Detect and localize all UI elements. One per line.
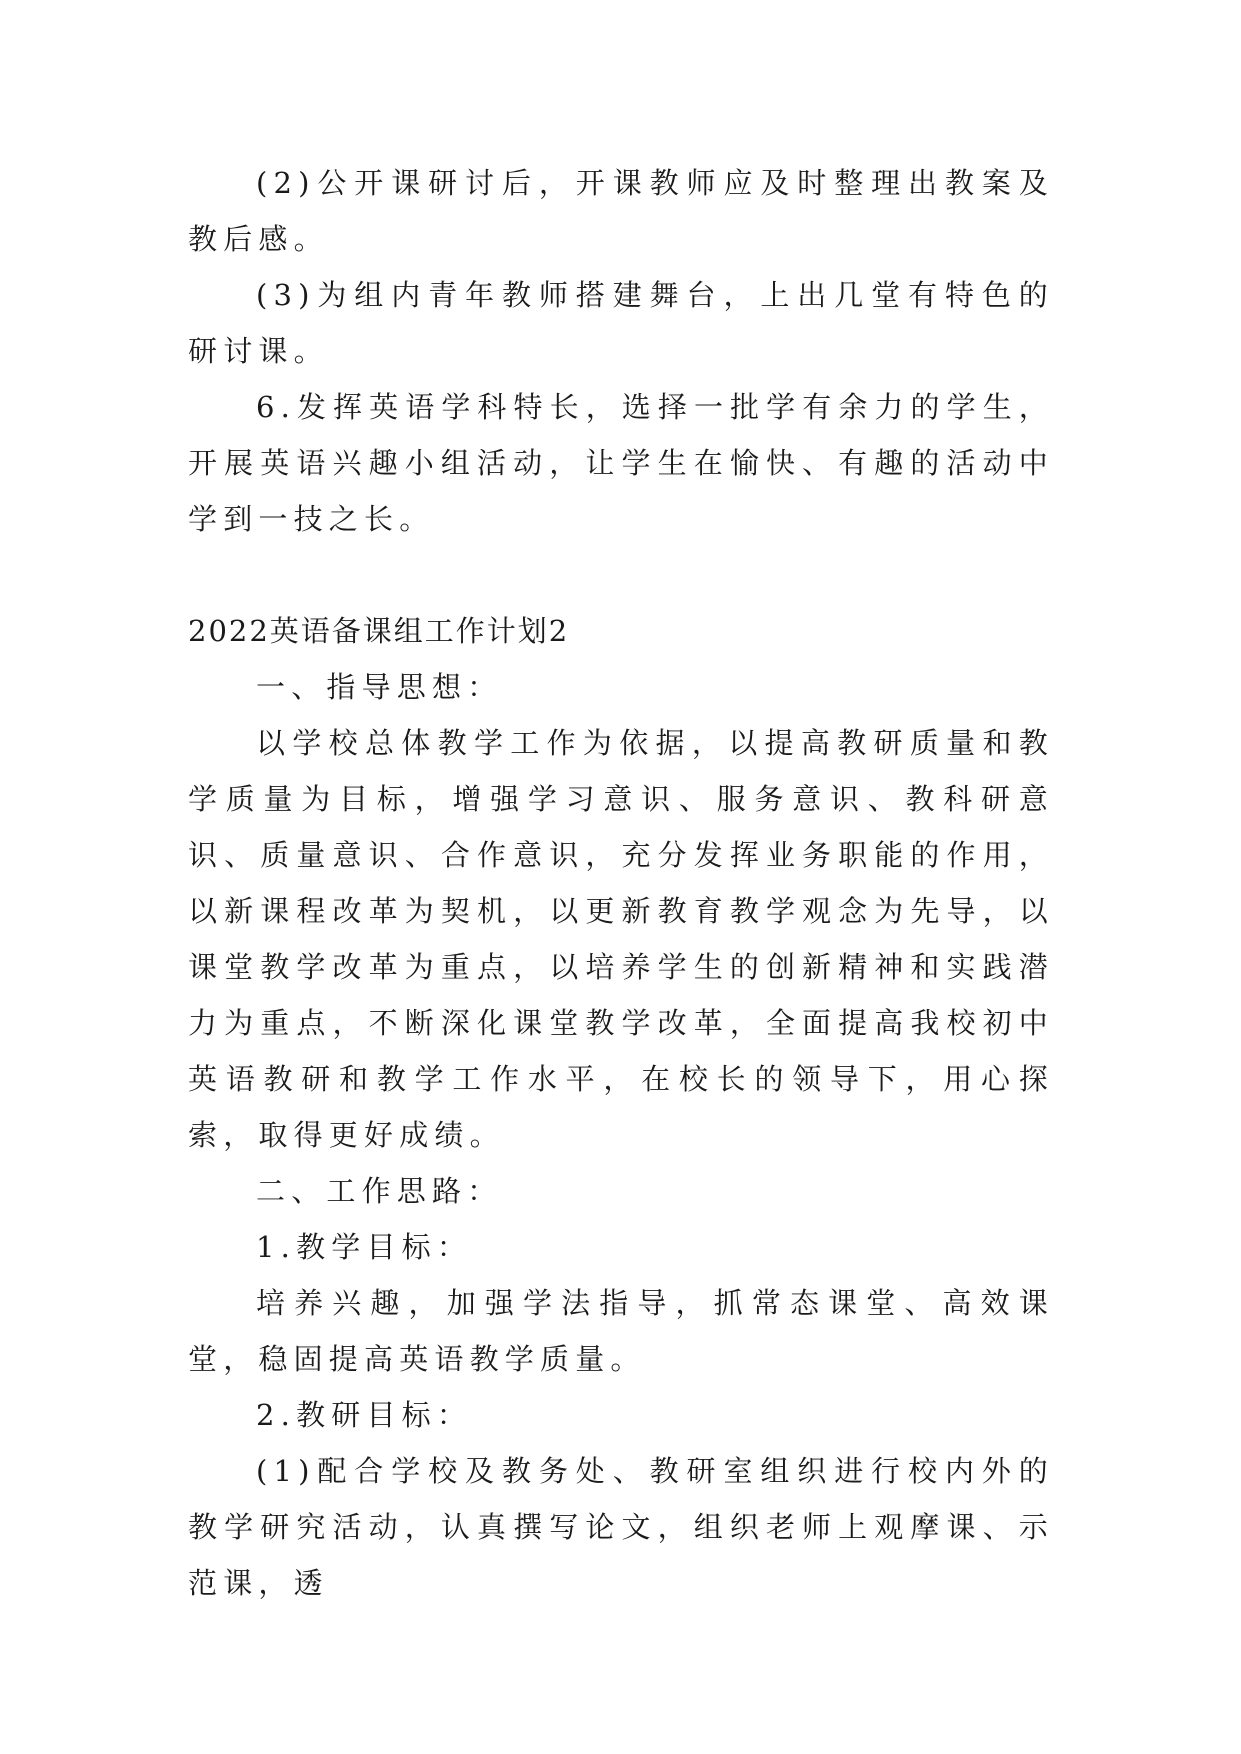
paragraph-interest-group: 6.发挥英语学科特长，选择一批学有余力的学生，开展英语兴趣小组活动，让学生在愉快、有趣的活动中学到一技之长。 <box>188 390 1054 536</box>
heading-work-approach: 二、工作思路： <box>256 1174 503 1208</box>
paragraph-teaching-goal: 培养兴趣，加强学法指导，抓常态课堂、高效课堂，稳固提高英语教学质量。 <box>188 1286 1054 1376</box>
heading-research-goal: 2.教研目标： <box>256 1398 473 1432</box>
section-title: 2022英语备课组工作计划2 <box>188 614 570 648</box>
paragraph-research-goal: (1)配合学校及教务处、教研室组织进行校内外的教学研究活动，认真撰写论文，组织老师上观摩课、示范课，透 <box>188 1454 1054 1600</box>
paragraph-guiding-ideology: 以学校总体教学工作为依据，以提高教研质量和教学质量为目标，增强学习意识、服务意识、教科研意识、质量意识、合作意识，充分发挥业务职能的作用，以新课程改革为契机，以更新教育教学观念为先导，以课堂教学改革为重点，以培养学生的创新精神和实践潜力为重点，不断深化课堂教学改革，全面提高我校初中英语教研和教学工作水平，在校长的领导下，用心探索，取得更好成绩。 <box>188 726 1054 1152</box>
heading-teaching-goal: 1.教学目标： <box>256 1230 473 1264</box>
document-body <box>188 155 1054 1611</box>
heading-guiding-ideology: 一、指导思想： <box>256 670 503 704</box>
paragraph-open-class-review: (2)公开课研讨后，开课教师应及时整理出教案及教后感。 <box>188 166 1054 256</box>
paragraph-young-teachers-stage: (3)为组内青年教师搭建舞台，上出几堂有特色的研讨课。 <box>188 278 1054 368</box>
